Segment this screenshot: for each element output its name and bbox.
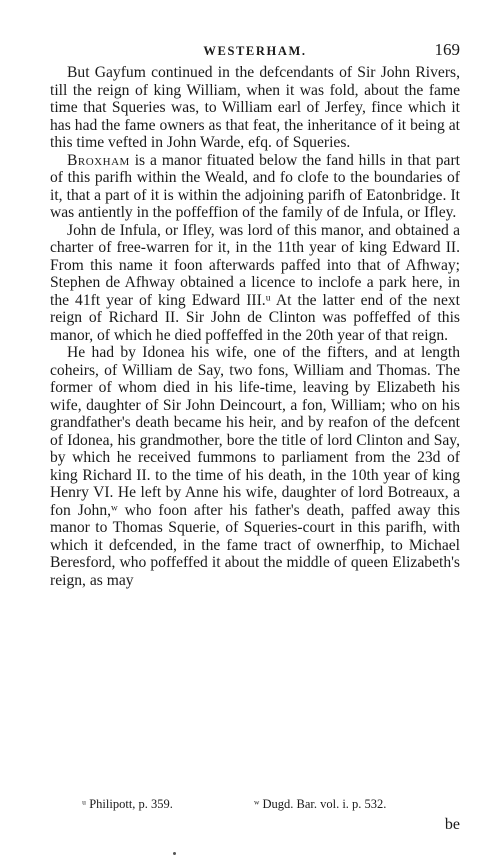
paragraph-text: He had by Idonea his wife, one of the fifters, and at length coheirs, of William de Say, two fons, William and Thomas. The former of whom died in his life-time, leaving by Elizabeth his wife, daughter of Sir John Deincourt, a fon, William; who on his grandfather's death became his heir, and by reafon of the defcent of Idonea, his grandmother, bore the title of lord Clinton and Say, by which he received fummons to parliament from the 23d of king Richard II. to the time of his death, in the 10th year of king Henry VI. He left by Anne his wife, daughter of lord Botreaux, a fon John,ʷ who foon after his father's death, paffed away this manor to Thomas Squerie, of Squeries-court in this parifh, with which it defcended, in the fame tract of ownerfhip, to Michael Beresford, who poffeffed it about the middle of queen Elizabeth's reign, as may bbox=[50, 344, 460, 589]
paragraph-text: John de Infula, or Ifley, was lord of this manor, and obtained a charter of free-warren for it, in the 11th year of king Edward II. From this name it foon afterwards paffed into that of Afhway; Stephen de Afhway obtained a licence to inclofe a park here, in the 41ft year of king Edward III.ᵘ At the latter end of the next reign of Richard II. Sir John de Clinton was poffeffed of this manor, of which he died poffeffed in the 20th year of that reign. bbox=[50, 221, 460, 344]
footnote: ᵘ Philipott, p. 359. bbox=[82, 797, 173, 811]
body-text bbox=[50, 64, 460, 589]
ink-speck bbox=[173, 852, 176, 855]
catchword: be bbox=[444, 816, 460, 833]
paragraph-lead: Broxham bbox=[67, 151, 130, 169]
page-header bbox=[50, 40, 460, 62]
footnote: ʷ Dugd. Bar. vol. i. p. 532. bbox=[254, 797, 387, 811]
page-number: 169 bbox=[434, 40, 460, 59]
paragraph-text: is a manor fituated below the fand hills in that part of this parifh within the Weald, and fo clofe to the boundaries of it, that a part of it is within the adjoining parifh of Eatonbridge. It was antiently in the poffeffion of the family of de Infula, or Ifley. bbox=[50, 151, 460, 221]
paragraph-text: But Gayfum continued in the defcendants of Sir John Rivers, till the reign of king William, when it was fold, about the fame time that Squeries was, to William earl of Jerfey, fince which it has had the fame owners as that feat, the inheritance of it being at this time vefted in John Warde, efq. of Squeries. bbox=[50, 64, 460, 151]
paragraph bbox=[50, 152, 460, 222]
paragraph bbox=[50, 64, 460, 152]
paragraph bbox=[50, 222, 460, 345]
running-head: WESTERHAM. bbox=[203, 44, 307, 58]
paragraph bbox=[50, 344, 460, 589]
footnotes bbox=[50, 797, 460, 817]
